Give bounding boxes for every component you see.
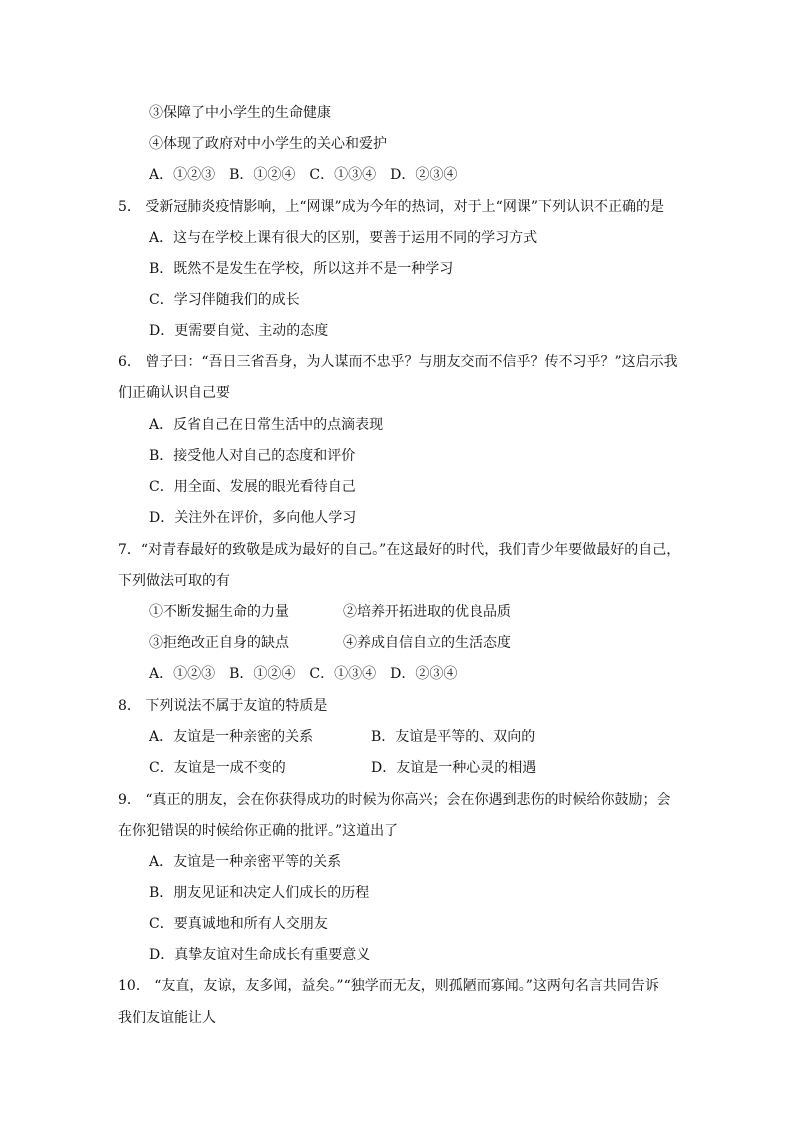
q9-option-a: A．友谊是一种亲密平等的关系 (149, 854, 342, 870)
question-9: 9． “真正的朋友，会在你获得成功的时候为你高兴；会在你遇到悲伤的时候给你鼓励；会 (118, 792, 671, 808)
question-9-continued: 在你犯错误的时候给你正确的批评。”这道出了 (118, 823, 399, 839)
q5-option-a: A．这与在学校上课有很大的区别，要善于运用不同的学习方式 (149, 230, 538, 246)
question-6-continued: 们正确认识自己要 (118, 385, 230, 401)
answer-choices-q4: A．①②③ B．①②④ C．①③④ D．②③④ (149, 167, 458, 183)
question-7: 7．“对青春最好的致敬是成为最好的自己。”在这最好的时代，我们青少年要做最好的自己， (118, 542, 681, 558)
q9-option-c: C．要真诚地和所有人交朋友 (149, 916, 328, 932)
q5-option-c: C．学习伴随我们的成长 (149, 292, 300, 308)
q6-option-c: C．用全面、发展的眼光看待自己 (149, 479, 356, 495)
question-10-continued: 我们友谊能让人 (118, 1010, 216, 1026)
q7-statement-4: ④养成自信自立的生活态度 (343, 635, 511, 651)
statement-3: ③保障了中小学生的生命健康 (149, 105, 331, 121)
q6-option-a: A．反省自己在日常生活中的点滴表现 (149, 417, 384, 433)
q9-option-d: D．真挚友谊对生命成长有重要意义 (149, 947, 371, 963)
question-7-continued: 下列做法可取的有 (118, 573, 230, 589)
question-6: 6． 曾子曰：“吾日三省吾身，为人谋而不忠乎？与朋友交而不信乎？传不习乎？”这启示我 (118, 354, 678, 370)
q8-option-a: A．友谊是一种亲密的关系 (149, 729, 314, 745)
q7-statement-1: ①不断发掘生命的力量 (149, 604, 289, 620)
question-10: 10． “友直，友谅，友多闻，益矣。”“独学而无友，则孤陋而寡闻。”这两句名言共同告诉 (118, 978, 659, 994)
answer-choices-q7: A．①②③ B．①②④ C．①③④ D．②③④ (149, 666, 458, 682)
q8-option-d: D．友谊是一种心灵的相遇 (371, 760, 537, 776)
question-5: 5． 受新冠肺炎疫情影响，上“网课”成为今年的热词，对于上“网课”下列认识不正确的是 (118, 199, 664, 215)
q5-option-d: D．更需要自觉、主动的态度 (149, 323, 329, 339)
statement-4: ④体现了政府对中小学生的关心和爱护 (149, 136, 387, 152)
question-8: 8． 下列说法不属于友谊的特质是 (118, 698, 328, 714)
q7-statement-2: ②培养开拓进取的优良品质 (343, 604, 511, 620)
q9-option-b: B．朋友见证和决定人们成长的历程 (149, 885, 370, 901)
q6-option-b: B．接受他人对自己的态度和评价 (149, 448, 356, 464)
q6-option-d: D．关注外在评价，多向他人学习 (149, 510, 357, 526)
q5-option-b: B．既然不是发生在学校，所以这并不是一种学习 (149, 261, 454, 277)
q8-option-b: B．友谊是平等的、双向的 (371, 729, 536, 745)
q8-option-c: C．友谊是一成不变的 (149, 760, 286, 776)
q7-statement-3: ③拒绝改正自身的缺点 (149, 635, 289, 651)
